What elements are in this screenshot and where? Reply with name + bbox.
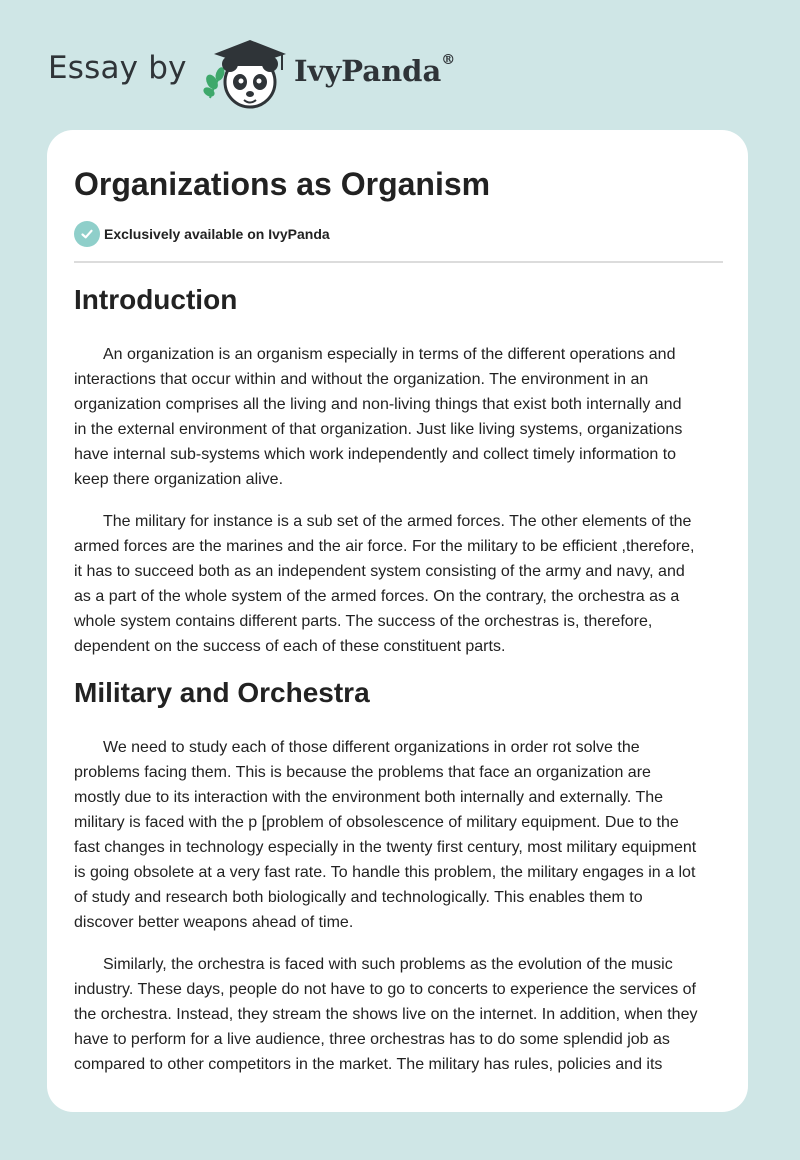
essay-by-label: Essay by xyxy=(48,50,187,86)
paragraph: We need to study each of those different organizations in order rot solve the problems facing them. This is because the problems that face an organization are mostly due to its interaction with the environment both internally and externally. The military is faced with the p [problem of obsolescence of military equipment. Due to the fast changes in technology especially in the twenty first century, most military equipment is going obsolete at a very fast rate. To handle this problem, the military engages in a lot of study and research both biologically and technologically. This enables them to discover better weapons ahead of time. xyxy=(74,739,697,931)
registered-mark: ® xyxy=(441,52,456,69)
section-heading-introduction: Introduction xyxy=(74,284,238,315)
panda-graduate-icon[interactable] xyxy=(200,34,290,110)
paragraph: An organization is an organism especially in terms of the different operations and interactions that occur within and without the organization. The environment in an organization comprises all the living and non-living things that exist both internally and in the external environment of that organization. Just like living systems, organizations have internal sub-systems which work independently and collect timely information to keep there organization alive. xyxy=(74,346,683,488)
exclusive-badge xyxy=(74,221,330,247)
article-title: Organizations as Organism xyxy=(74,166,491,202)
section-heading-military-orchestra: Military and Orchestra xyxy=(74,677,370,708)
brand-name[interactable]: IvyPanda® xyxy=(294,52,456,88)
title-divider xyxy=(74,261,723,263)
paragraph: The military for instance is a sub set of the armed forces. The other elements of the armed forces are the marines and the air force. For the military to be efficient ,therefore, it has to succeed both as an independent system consisting of the army and navy, and as a part of the whole system of the armed forces. On the contrary, the orchestra as a whole system contains different parts. The success of the orchestras is, therefore, dependent on the success of each of these constituent parts. xyxy=(74,513,695,655)
paragraph: Similarly, the orchestra is faced with such problems as the evolution of the music industry. These days, people do not have to go to concerts to experience the services of the orchestra. Instead, they stream the shows live on the internet. In addition, when they have to perform for a live audience, three orchestras has to do some splendid job as compared to other competitors in the market. The military has rules, policies and its xyxy=(74,956,698,1073)
exclusive-badge-label: Exclusively available on IvyPanda xyxy=(104,226,330,242)
check-circle-icon xyxy=(74,221,100,247)
site-header xyxy=(48,34,508,114)
article-card xyxy=(47,130,748,1112)
